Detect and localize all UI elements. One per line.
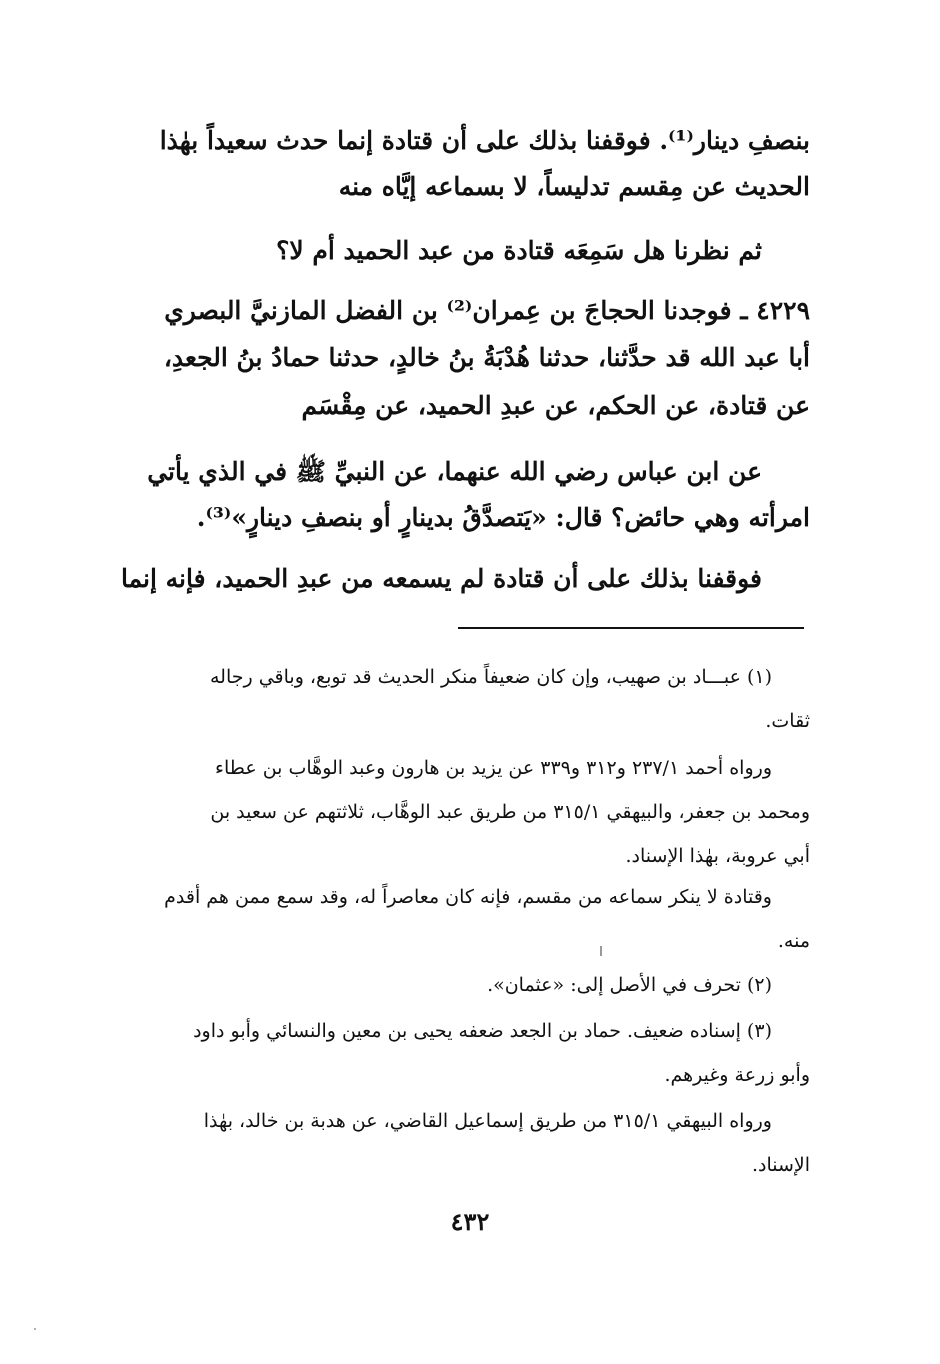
footnote-line-7: منه.: [777, 930, 810, 952]
footnote-line-11: ورواه البيهقي ٣١٥/١ من طريق إسماعيل القاضي، عن هدبة بن خالد، بهٰذا: [203, 1110, 772, 1132]
footnote-line-5: أبي عروبة، بهٰذا الإسناد.: [625, 845, 810, 867]
footnote-line-9: (٣) إسناده ضعيف. حماد بن الجعد ضعفه يحيى بن معين والنسائي وأبو داود: [193, 1020, 772, 1042]
footnote-line-8: (٢) تحرف في الأصل إلى: «عثمان».: [487, 974, 772, 996]
footnote-line-10: وأبو زرعة وغيرهم.: [664, 1064, 810, 1086]
main-line-9: فوقفنا بذلك على أن قتادة لم يسمعه من عبدِ الحميد، فإنه إنما: [120, 564, 762, 593]
footnote-line-4: ومحمد بن جعفر، والبيهقي ٣١٥/١ من طريق عبد الوهَّاب، ثلاثتهم عن سعيد بن: [210, 801, 810, 823]
main-line-3: ثم نظرنا هل سَمِعَه قتادة من عبد الحميد أم لا؟: [276, 236, 762, 265]
page-number: ٤٣٢: [450, 1207, 490, 1236]
scan-speck: [600, 946, 602, 956]
footnote-line-3: ورواه أحمد ٢٣٧/١ و٣١٢ و٣٣٩ عن يزيد بن هارون وعبد الوهَّاب بن عطاء: [215, 757, 772, 779]
main-line-8: امرأته وهي حائض؟ قال: «يَتصدَّقُ بدينارٍ أو بنصفِ دينارٍ»⁽³⁾.: [196, 503, 810, 532]
footnote-separator: [458, 627, 804, 629]
main-line-7: عن ابن عباس رضي الله عنهما، عن النبيِّ ﷺ في الذي يأتي: [147, 457, 762, 486]
hadith-number-line: ٤٢٢٩ ـ فوجدنا الحجاجَ بن عِمران⁽²⁾ بن الفضل المازنيَّ البصري: [164, 296, 810, 325]
main-line-2: الحديث عن مِقسم تدليساً، لا بسماعه إيَّاه منه: [338, 172, 810, 201]
main-line-1: بنصفِ دينار⁽¹⁾. فوقفنا بذلك على أن قتادة إنما حدث سعيداً بهٰذا: [159, 126, 810, 155]
footnote-line-1: (١) عبـــاد بن صهيب، وإن كان ضعيفاً منكر الحديث قد توبع، وباقي رجاله: [209, 666, 772, 688]
footnote-line-2: ثقات.: [765, 710, 810, 732]
main-line-6: عن قتادة، عن الحكم، عن عبدِ الحميد، عن مِقْسَم: [301, 391, 810, 420]
footnote-line-12: الإسناد.: [751, 1154, 810, 1176]
scan-speck: [34, 1328, 36, 1330]
footnote-line-6: وقتادة لا ينكر سماعه من مقسم، فإنه كان معاصراً له، وقد سمع ممن هم أقدم: [164, 886, 772, 908]
main-line-5: أبا عبد الله قد حدَّثنا، حدثنا هُدْبَةُ بنُ خالدٍ، حدثنا حمادُ بنُ الجعدِ،: [163, 343, 810, 372]
